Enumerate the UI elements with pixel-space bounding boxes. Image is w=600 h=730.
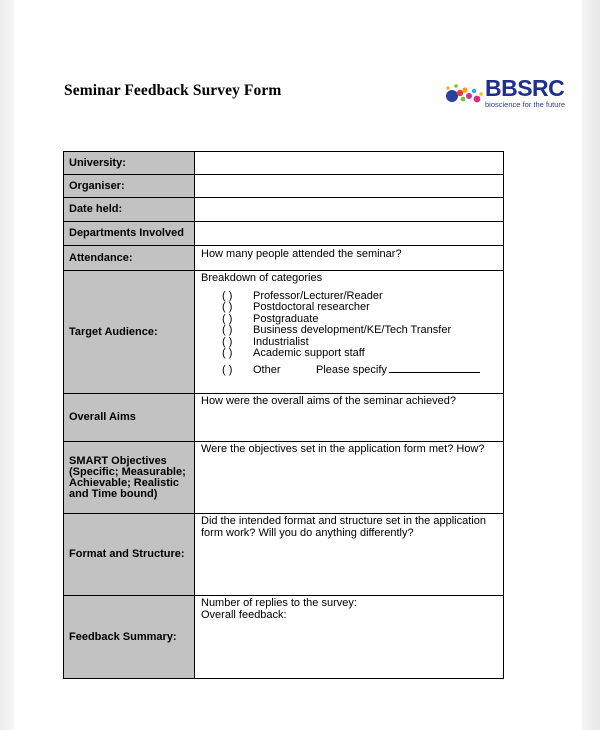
smart-objectives-field[interactable] [195,442,504,514]
option-checkbox[interactable]: ( ) [222,301,233,313]
target-audience-field [195,271,504,394]
target-audience-intro: Breakdown of categories [201,272,323,284]
attendance-label: Attendance: [64,246,195,271]
option-label: Professor/Lecturer/Reader [253,289,383,302]
row-attendance [64,246,504,271]
bbsrc-logo-icon [444,80,484,108]
option-checkbox[interactable]: ( ) [222,289,233,302]
option-label: Academic support staff [253,347,365,359]
audience-option-other[interactable] [222,363,499,377]
organiser-label: Organiser: [64,175,195,198]
row-feedback-summary [64,596,504,679]
target-audience-label: Target Audience: [64,271,195,394]
option-checkbox[interactable]: ( ) [222,324,233,336]
option-checkbox[interactable]: ( ) [222,335,233,348]
page-margin-right [582,0,600,730]
attendance-field[interactable] [195,246,504,271]
page-margin-left [0,0,14,730]
overall-aims-question: How were the overall aims of the seminar achieved? [201,395,456,407]
date-held-field[interactable] [195,198,504,222]
option-checkbox[interactable]: ( ) [222,347,233,359]
feedback-summary-field[interactable] [195,596,504,679]
feedback-form-table [63,151,504,679]
row-departments [64,222,504,246]
logo-tagline: bioscience for the future [485,100,566,109]
university-label: University: [64,152,195,175]
overall-aims-field[interactable] [195,394,504,442]
audience-option[interactable] [222,348,499,360]
university-field[interactable] [195,152,504,175]
format-structure-label: Format and Structure: [64,514,195,596]
other-label: Other [253,363,281,376]
page-title: Seminar Feedback Survey Form [64,82,282,99]
date-held-label: Date held: [64,198,195,222]
bbsrc-logo [444,76,584,112]
feedback-summary-label: Feedback Summary: [64,596,195,679]
option-label: Postgraduate [253,312,319,325]
row-date-held [64,198,504,222]
row-format-structure [64,514,504,596]
option-label: Business development/KE/Tech Transfer [253,324,452,336]
specify-input-line[interactable] [389,363,480,373]
row-overall-aims [64,394,504,442]
overall-feedback-prompt: Overall feedback: [201,608,287,621]
smart-objectives-label: SMART Objectives (Specific; Measurable; Achievable; Realistic and Time bound) [64,442,195,514]
replies-count-prompt: Number of replies to the survey: [201,597,357,609]
row-smart-objectives [64,442,504,514]
departments-label: Departments Involved [64,222,195,246]
smart-objectives-question: Were the objectives set in the application form met? How? [201,443,485,455]
row-target-audience [64,271,504,394]
format-structure-question: Did the intended format and structure set in the application form work? Will you do anything differently? [201,515,486,539]
option-checkbox[interactable]: ( ) [222,363,233,376]
organiser-field[interactable] [195,175,504,198]
option-label: Postdoctoral researcher [253,301,370,313]
audience-category-list [201,291,499,377]
departments-field[interactable] [195,222,504,246]
format-structure-field[interactable] [195,514,504,596]
overall-aims-label: Overall Aims [64,394,195,442]
row-organiser [64,175,504,198]
logo-name: BBSRC [485,75,565,101]
row-university [64,152,504,175]
specify-label: Please specify [316,363,387,376]
attendance-question: How many people attended the seminar? [201,248,402,260]
option-label: Industrialist [253,335,309,348]
option-checkbox[interactable]: ( ) [222,312,233,325]
